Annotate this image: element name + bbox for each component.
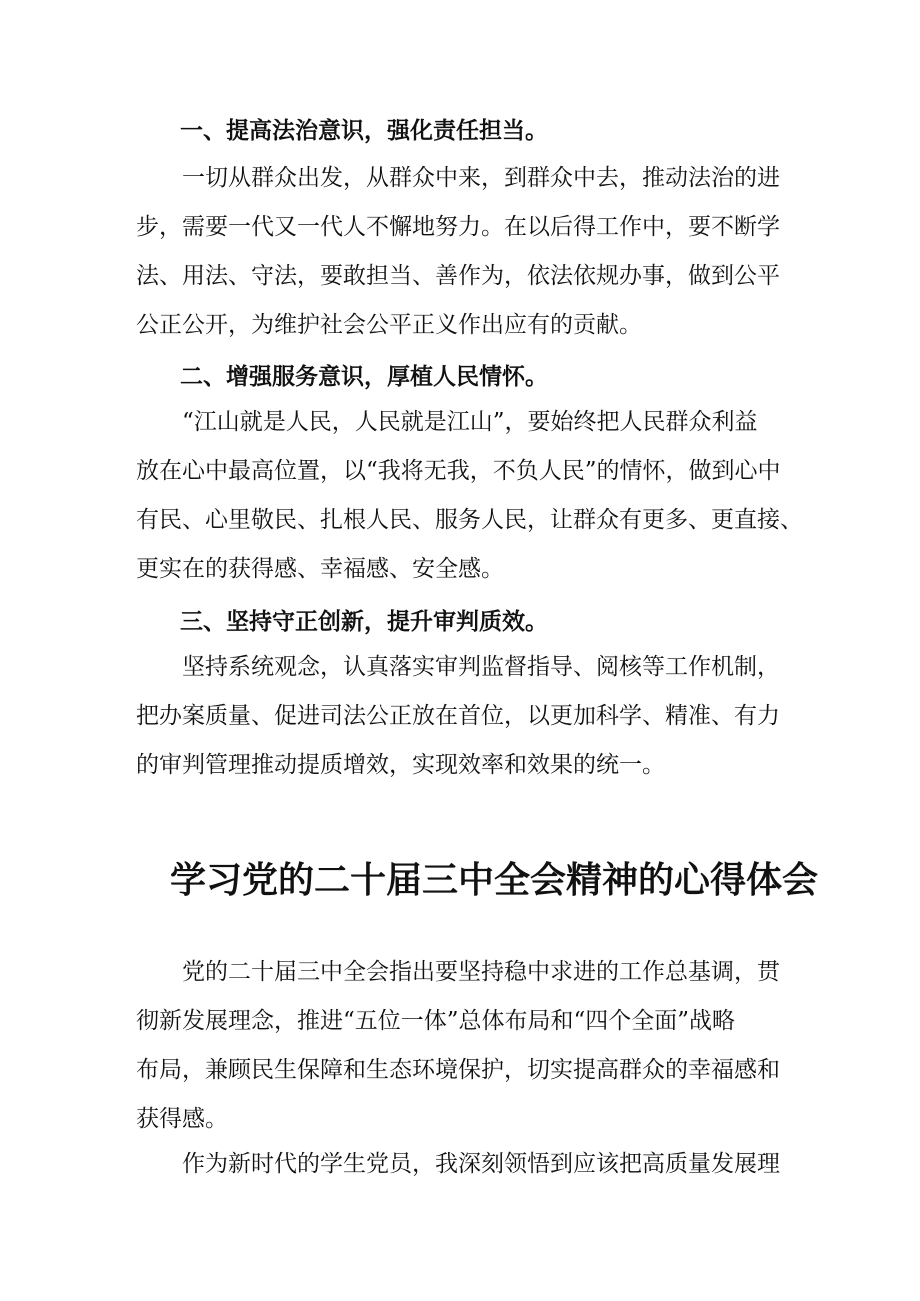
article-title: 学习党的二十届三中全会精神的心得体会	[170, 860, 819, 901]
paragraph-line: 放在心中最高位置，以“我将无我，不负人民”的情怀，做到心中	[136, 458, 781, 484]
paragraph-line: 坚持系统观念，认真落实审判监督指导、阅核等工作机制，	[182, 654, 780, 680]
paragraph-line: 法、用法、守法，要敢担当、善作为，依法依规办事，做到公平	[136, 263, 780, 289]
paragraph-line: 彻新发展理念，推进“五位一体”总体布局和“四个全面”战略	[136, 1008, 736, 1034]
paragraph-line: “江山就是人民，人民就是江山”，要始终把人民群众利益	[182, 409, 758, 435]
section-3-paragraph	[136, 643, 780, 790]
paragraph-line: 作为新时代的学生党员，我深刻领悟到应该把高质量发展理	[182, 1151, 780, 1177]
paragraph-line: 一切从群众出发，从群众中来，到群众中去，推动法治的进	[182, 165, 780, 191]
section-2-paragraph	[136, 398, 803, 594]
paragraph-line: 步，需要一代又一代人不懈地努力。在以后得工作中，要不断学	[136, 214, 780, 240]
article-paragraph-2	[136, 1140, 780, 1189]
paragraph-line: 获得感。	[136, 1106, 228, 1132]
section-3-heading: 三、坚持守正创新，提升审判质效。	[180, 609, 548, 635]
paragraph-line: 布局，兼顾民生保障和生态环境保护，切实提高群众的幸福感和	[136, 1057, 780, 1083]
paragraph-line: 有民、心里敬民、扎根人民、服务人民，让群众有更多、更直接、	[136, 507, 803, 533]
article-paragraph-1	[136, 948, 780, 1144]
section-2-heading: 二、增强服务意识，厚植人民情怀。	[180, 364, 548, 390]
paragraph-line: 的审判管理推动提质增效，实现效率和效果的统一。	[136, 752, 665, 778]
paragraph-line: 把办案质量、促进司法公正放在首位，以更加科学、精准、有力	[136, 703, 780, 729]
paragraph-line: 公正公开，为维护社会公平正义作出应有的贡献。	[136, 312, 642, 338]
paragraph-line: 党的二十届三中全会指出要坚持稳中求进的工作总基调，贯	[182, 959, 780, 985]
section-1-paragraph	[136, 154, 780, 350]
section-1-heading: 一、提高法治意识，强化责任担当。	[180, 118, 548, 144]
paragraph-line: 更实在的获得感、幸福感、安全感。	[136, 556, 504, 582]
